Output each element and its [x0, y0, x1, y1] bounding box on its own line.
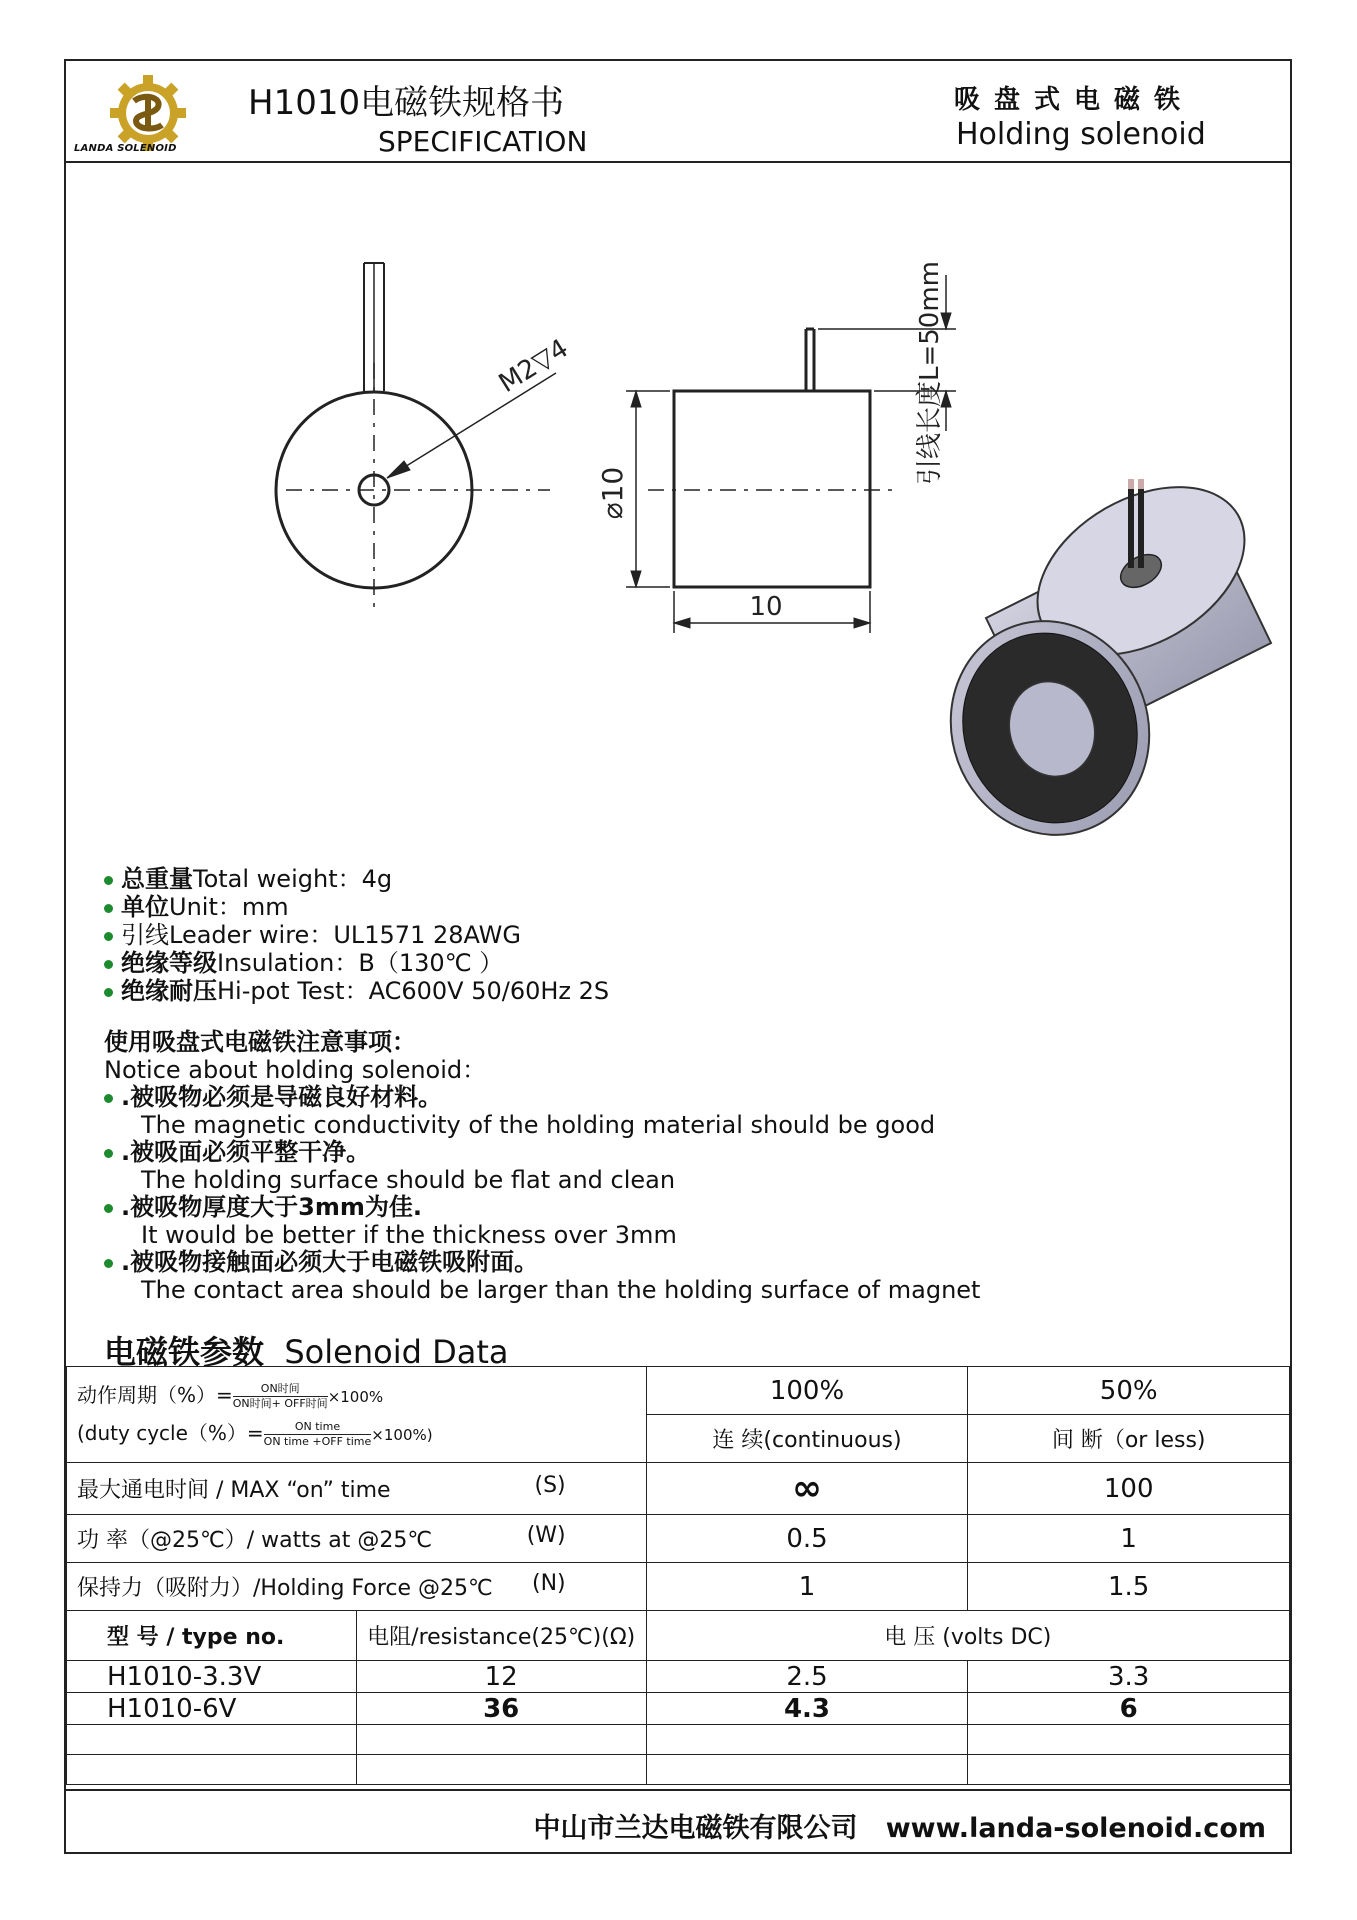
row-value-2: 1	[968, 1515, 1290, 1563]
row-value-1: 1	[646, 1563, 968, 1611]
bullet-icon	[104, 988, 113, 997]
spec-item	[104, 949, 609, 977]
notice-item-en: The magnetic conductivity of the holding material should be good	[141, 1110, 936, 1139]
company-name: 中山市兰达电磁铁有限公司	[533, 1813, 858, 1844]
model-type: H1010-3.3V	[67, 1661, 357, 1693]
solenoid-data-table	[66, 1366, 1290, 1785]
duty-fraction-en	[264, 1420, 372, 1449]
website-link[interactable]: www.landa-solenoid.com	[885, 1813, 1266, 1844]
bullet-icon	[104, 1094, 113, 1103]
data-title-en: Solenoid Data	[284, 1333, 509, 1371]
duty-num-en: ON time	[264, 1420, 372, 1435]
model-resistance: 36	[356, 1693, 646, 1725]
row-label	[67, 1515, 647, 1563]
spec-label-cn: 引线	[121, 921, 169, 949]
spec-value: Unit：mm	[169, 893, 289, 921]
notice-item-en: The contact area should be larger than the holding surface of magnet	[141, 1275, 981, 1304]
resistance-header: 电阻/resistance(25℃)(Ω)	[356, 1611, 646, 1661]
thread-label: M2▽4	[493, 333, 574, 399]
length-label: 10	[749, 592, 783, 622]
col2-percent: 50%	[968, 1367, 1290, 1415]
solenoid-3d-render	[921, 453, 1274, 863]
model-voltage-2: 3.3	[968, 1661, 1290, 1693]
model-voltage-1: 4.3	[646, 1693, 968, 1725]
spec-label-cn: 单位	[121, 893, 169, 921]
diameter-label: ⌀10	[596, 466, 629, 520]
front-view	[276, 263, 556, 613]
notice-item-cn: .被吸物必须是导磁良好材料。	[121, 1083, 443, 1111]
row-label-text: 最大通电时间 / MAX “on” time	[77, 1478, 391, 1503]
notice-item	[104, 1084, 980, 1112]
bullet-icon	[104, 904, 113, 913]
table-row	[67, 1563, 1290, 1611]
logo-text: LANDA SOLENOID	[74, 143, 177, 154]
spec-value: Total weight：4g	[193, 865, 393, 893]
duty-suffix-en: ×100%)	[371, 1425, 433, 1444]
notice-item-cn: .被吸物接触面必须大于电磁铁吸附面。	[121, 1248, 539, 1276]
notice-section	[104, 1029, 980, 1304]
row-label	[67, 1563, 647, 1611]
row-value-2: 100	[968, 1463, 1290, 1515]
side-view	[626, 275, 956, 633]
spec-item	[104, 977, 609, 1005]
notice-title-cn: 使用吸盘式电磁铁注意事项：	[104, 1028, 416, 1056]
duty-fraction-cn	[233, 1382, 328, 1411]
row-label-text: 功 率（@25℃）/ watts at @25℃	[77, 1528, 433, 1553]
model-type: H1010-6V	[67, 1693, 357, 1725]
model-resistance: 12	[356, 1661, 646, 1693]
row-label	[67, 1463, 647, 1515]
col1-percent: 100%	[646, 1367, 968, 1415]
model-header: 型 号 / type no.	[67, 1611, 357, 1661]
row-unit: (N)	[532, 1571, 566, 1596]
bullet-icon	[104, 1259, 113, 1268]
table-header-row	[67, 1611, 1290, 1661]
table-row	[67, 1661, 1290, 1693]
notice-item	[104, 1249, 980, 1277]
notice-item-en: The holding surface should be flat and clean	[141, 1165, 676, 1194]
notice-item-en: It would be better if the thickness over 3mm	[141, 1220, 677, 1249]
col1-mode: 连 续(continuous)	[646, 1415, 968, 1463]
row-value-2: 1.5	[968, 1563, 1290, 1611]
duty-label-en: (duty cycle（%）=	[77, 1420, 264, 1445]
table-row	[67, 1367, 1290, 1415]
product-type-en: Holding solenoid	[956, 117, 1206, 152]
product-type-cn: 吸盘式电磁铁	[954, 85, 1195, 115]
bullet-icon	[104, 1204, 113, 1213]
duty-label-cn: 动作周期（%）=	[77, 1382, 233, 1407]
notice-item-cn: .被吸面必须平整干净。	[121, 1138, 371, 1166]
table-row	[67, 1515, 1290, 1563]
spec-sheet-frame	[64, 59, 1292, 1854]
footer	[534, 1806, 1267, 1845]
lead-length-label: 引线长度L=50mm	[915, 260, 945, 486]
notice-title-en: Notice about holding solenoid：	[104, 1055, 487, 1084]
spec-value: Leader wire：UL1571 28AWG	[169, 921, 521, 949]
row-label-text: 保持力（吸附力）/Holding Force @25℃	[77, 1576, 493, 1601]
document-title-cn: H1010电磁铁规格书	[248, 83, 565, 123]
data-title-cn: 电磁铁参数	[104, 1333, 265, 1371]
table-row-empty	[67, 1755, 1290, 1785]
bullet-icon	[104, 960, 113, 969]
spec-item	[104, 865, 609, 893]
duty-suffix-cn: ×100%	[327, 1387, 384, 1406]
spec-label-cn: 绝缘等级	[121, 949, 217, 977]
technical-drawing	[66, 163, 1290, 863]
spec-item	[104, 893, 609, 921]
duty-num-cn: ON时间	[233, 1382, 328, 1397]
voltage-header: 电 压 (volts DC)	[646, 1611, 1289, 1661]
notice-item	[104, 1139, 980, 1167]
spec-value: Hi-pot Test：AC600V 50/60Hz 2S	[217, 977, 610, 1005]
footer-divider	[66, 1789, 1290, 1791]
bullet-icon	[104, 932, 113, 941]
table-row-empty	[67, 1725, 1290, 1755]
spec-label-cn: 绝缘耐压	[121, 977, 217, 1005]
col2-mode: 间 断（or less)	[968, 1415, 1290, 1463]
row-unit: (S)	[534, 1473, 566, 1498]
spec-list	[104, 865, 609, 1005]
document-title-en: SPECIFICATION	[378, 125, 588, 158]
bullet-icon	[104, 876, 113, 885]
model-voltage-1: 2.5	[646, 1661, 968, 1693]
row-value-1: ∞	[646, 1463, 968, 1515]
row-unit: (W)	[526, 1523, 566, 1548]
duty-den-en: ON time +OFF time	[263, 1434, 372, 1448]
duty-den-cn: ON时间+ OFF时间	[232, 1396, 328, 1410]
spec-value: Insulation：B（130℃ ）	[217, 949, 504, 977]
table-row	[67, 1463, 1290, 1515]
notice-item-cn: .被吸物厚度大于3mm为佳.	[121, 1193, 422, 1221]
bullet-icon	[104, 1149, 113, 1158]
spec-item	[104, 921, 609, 949]
duty-cycle-formula	[67, 1367, 647, 1463]
row-value-1: 0.5	[646, 1515, 968, 1563]
spec-label-cn: 总重量	[121, 865, 193, 893]
model-voltage-2: 6	[968, 1693, 1290, 1725]
notice-item	[104, 1194, 980, 1222]
table-row	[67, 1693, 1290, 1725]
